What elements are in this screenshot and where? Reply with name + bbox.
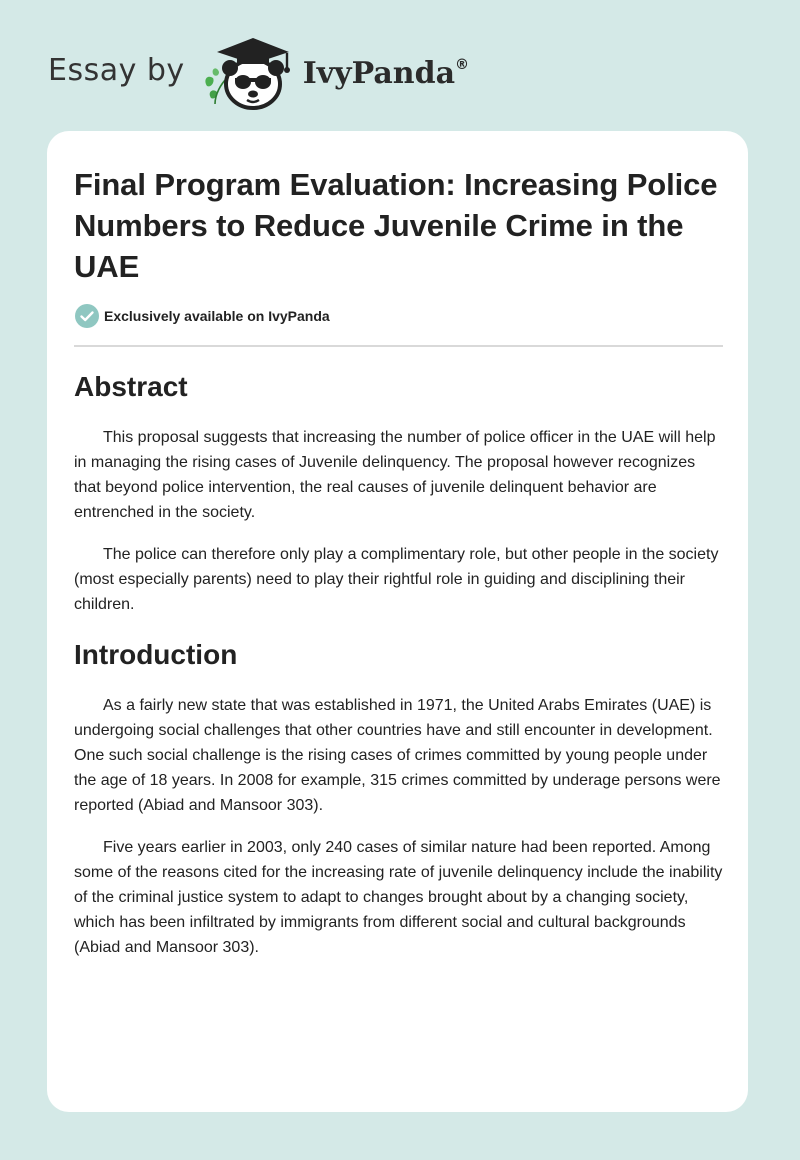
essay-card — [47, 131, 748, 1112]
registered-mark: ® — [455, 56, 470, 73]
ivypanda-logo-icon[interactable] — [201, 34, 297, 110]
badge-label: Exclusively available on IvyPanda — [104, 308, 330, 324]
section-heading-introduction: Introduction — [74, 639, 238, 670]
paragraph: Five years earlier in 2003, only 240 cases of similar nature had been reported. Among some of the reasons cited for the increasing rate of juvenile delinquency include the inability of the criminal justice system to adapt to changes brought about by a changing society, which has been infiltrated by immigrants from different social and cultural backgrounds (Abiad and Mansoor 303). — [74, 839, 723, 956]
essay-by-label: Essay by — [48, 52, 185, 88]
brand-name[interactable]: IvyPanda® — [302, 55, 470, 91]
essay-content — [74, 164, 723, 960]
essay-title: Final Program Evaluation: Increasing Police Numbers to Reduce Juvenile Crime in the UAE — [74, 167, 718, 284]
site-header — [48, 36, 469, 108]
exclusive-badge — [74, 303, 723, 329]
paragraph: The police can therefore only play a complimentary role, but other people in the society (most especially parents) need to play their rightful role in guiding and disciplining their children. — [74, 546, 719, 613]
section-heading-abstract: Abstract — [74, 371, 188, 402]
divider — [74, 345, 723, 347]
paragraph: This proposal suggests that increasing the number of police officer in the UAE will help in managing the rising cases of Juvenile delinquency. The proposal however recognizes that beyond police intervention, the real causes of juvenile delinquent behavior are entrenched in the society. — [74, 429, 716, 521]
paragraph: As a fairly new state that was established in 1971, the United Arabs Emirates (UAE) is undergoing social challenges that other countries have and still encounter in development. One such social challenge is the rising cases of crimes committed by young people under the age of 18 years. In 2008 for example, 315 crimes committed by underage persons were reported (Abiad and Mansoor 303). — [74, 697, 721, 814]
check-circle-icon — [74, 303, 100, 329]
